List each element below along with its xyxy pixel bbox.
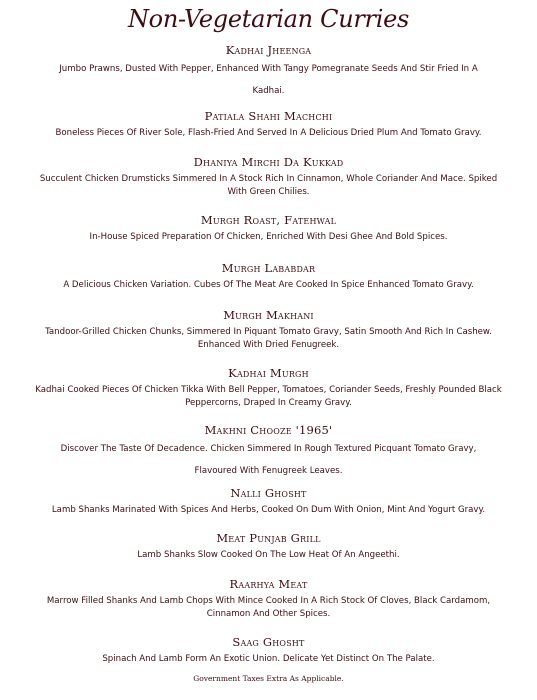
menu-item-murgh-makhani — [30, 308, 507, 352]
dish-description: Spinach And Lamb Form An Exotic Union. Delicate Yet Distinct On The Palate. — [102, 654, 435, 664]
menu-item-saag-ghosht — [30, 635, 507, 666]
menu-item-meat-punjab-grill — [30, 531, 507, 562]
dish-description: In-House Spiced Preparation Of Chicken, Enriched With Desi Ghee And Bold Spices. — [89, 232, 448, 242]
dish-description: Boneless Pieces Of River Sole, Flash-Fried And Served In A Delicious Dried Plum And Tomato Gravy. — [55, 128, 482, 138]
menu-item-nalli-ghosht — [30, 486, 507, 517]
dish-name: Nalli Ghosht — [230, 486, 307, 500]
dish-name: Dhaniya Mirchi Da Kukkad — [193, 155, 344, 169]
dish-description: Lamb Shanks Slow Cooked On The Low Heat Of An Angeethi. — [137, 550, 400, 560]
page-title: Non-Vegetarian Curries — [127, 5, 410, 33]
dish-name: Patiala Shahi Machchi — [204, 109, 333, 123]
dish-name: Makhni Chooze '1965' — [204, 423, 333, 437]
menu-item-murgh-lababdar — [30, 261, 507, 292]
menu-item-kadhai-jheenga — [30, 43, 507, 102]
footer-tax-note: Government Taxes Extra As Applicable. — [193, 674, 344, 683]
dish-name: Raarhya Meat — [229, 577, 308, 591]
dish-description: Jumbo Prawns, Dusted With Pepper, Enhanced With Tangy Pomegranate Seeds And Stir Fried In A Kadhai. — [59, 64, 478, 96]
menu-item-murgh-roast-fatehwal — [30, 213, 507, 244]
menu-item-dhaniya-mirchi-da-kukkad — [30, 155, 507, 199]
dish-description: Lamb Shanks Marinated With Spices And Herbs, Cooked On Dum With Onion, Mint And Yogurt Gravy. — [51, 505, 486, 515]
dish-name: Murgh Makhani — [223, 308, 314, 322]
dish-description: Discover The Taste Of Decadence. Chicken Simmered In Rough Textured Picquant Tomato Gravy, Flavoured With Fenugreek Leaves. — [60, 444, 477, 476]
menu-item-kadhai-murgh — [30, 366, 507, 410]
dish-description: Marrow Filled Shanks And Lamb Chops With Mince Cooked In A Rich Stock Of Cloves, Black Cardamom, Cinnamon And Other Spices. — [46, 596, 491, 619]
menu-item-raarhya-meat — [30, 577, 507, 621]
dish-name: Saag Ghosht — [232, 635, 305, 649]
menu-item-patiala-shahi-machchi — [30, 109, 507, 140]
dish-name: Kadhai Jheenga — [225, 43, 312, 57]
dish-name: Murgh Lababdar — [221, 261, 316, 275]
dish-description: A Delicious Chicken Variation. Cubes Of The Meat Are Cooked In Spice Enhanced Tomato Gravy. — [63, 280, 474, 290]
menu-item-makhni-chooze-1965 — [30, 423, 507, 482]
dish-description: Tandoor-Grilled Chicken Chunks, Simmered In Piquant Tomato Gravy, Satin Smooth And Rich In Cashew. Enhanced With Dried Fenugreek. — [45, 327, 492, 350]
dish-name: Murgh Roast, Fatehwal — [200, 213, 337, 227]
dish-name: Kadhai Murgh — [228, 366, 309, 380]
dish-description: Kadhai Cooked Pieces Of Chicken Tikka With Bell Pepper, Tomatoes, Coriander Seeds, Freshly Pounded Black Peppercorns, Draped In Creamy Gravy. — [35, 385, 502, 408]
dish-description: Succulent Chicken Drumsticks Simmered In A Stock Rich In Cinnamon, Whole Coriander And Mace. Spiked With Green Chilies. — [39, 174, 498, 197]
dish-name: Meat Punjab Grill — [216, 531, 321, 545]
